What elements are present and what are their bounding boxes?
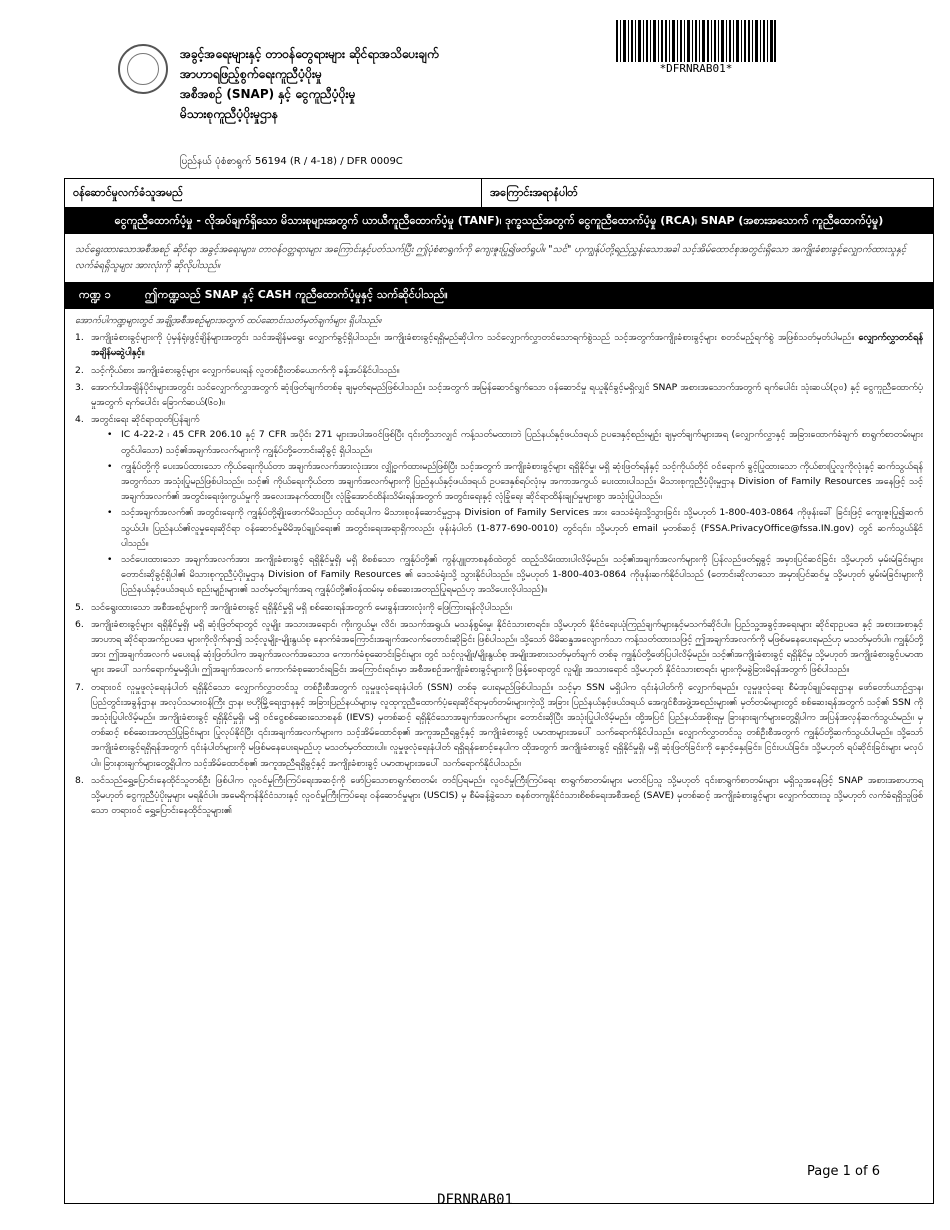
form-number: ပြည်နယ် ပုံစံစာရွက် 56194 (R / 4-18) / DFR 0009C [180, 156, 403, 167]
item-number: 6. [75, 618, 84, 630]
privacy-bullets [91, 427, 923, 597]
agency-line: အစီအစဉ် (SNAP) နှင့် ငွေကူညီပံ့ပိုးမှု [180, 87, 356, 101]
list-item [75, 363, 923, 378]
bullet-item [107, 427, 923, 457]
section-body [65, 309, 933, 819]
item-text: အကျိုးခံစားခွင့်များကို ပုံမှန်ရုံးဖွင့်ချိန်များအတွင်း သင်အချိန်မရွေး လျှောက်ခွင့်ရှိပါသည်။ အကျိုးခံစားခွင့်ရရှိမည်ဆိုပါက သင်လျှောက်လွှာတင်သောရက်စွဲသည် သင့်အတွက်အကျိုးခံစားခွင့်များ စတင်မည့်ရက်စွဲ အဖြစ်သတ်မှတ်ပါမည်။ [91, 332, 859, 344]
item-text: သင့်ကိုယ်စား အကျိုးခံစားခွင့်များ လျှောက်ပေးရန် လူတစ်ဦးတစ်ယောက်ကို ခန့်အပ်နိုင်ပါသည်။ [91, 364, 400, 376]
list-item [75, 330, 923, 360]
lead-text: အောက်ပါကဏ္ဍများတွင် အချို့အစီအစဉ်များအတွက် ထပ်ဆောင်းသတ်မှတ်ချက်များ ရှိပါသည်။ [75, 315, 382, 326]
item-text: အကျိုးခံစားခွင့်များ ရရှိနိုင်မှုရှိ၊ မရှိ ဆုံးဖြတ်ရာတွင် လူမျိုး အသားအရောင်၊ ကိုးကွယ်မှု၊ လိင်၊ အသက်အရွယ်၊ မသန်စွမ်းမှု၊ နိုင်ငံသားစာရင်း၊ သို့မဟုတ် နိုင်ငံရေးယုံကြည်ချက်များနှင့်မသက်ဆိုင်ပါ။ ပြည်သူ့အခွင့်အရေးများ ဆိုင်ရာဥပဒေ နှင့် အစားအစာနှင့်အာဟာရ ဆိုင်ရာအက်ဥပဒေ များကိုလိုက်နာ၍ သင့်လူမျိုး-မျိုးနွယ်စု နောက်ခံအကြောင်းအချက်အလက်တောင်းဆိုခြင်း ဖြစ်ပါသည်။ သို့သော် မိမိဆန္ဒအလျောက်သာ ကန့်သတ်ထားသဖြင့် ဤအချက်အလက်ကို မဖြစ်မနေပေးရမည်ဟု မသတ်မှတ်ပါ။ ကျွန်ုပ်တို့အား ဤအချက်အလက် မပေးရန် ဆုံးဖြတ်ပါက အချက်အလက်အသောဒ ကောက်ခံစုဆောင်းခြင်းများ တွင် သင့်လူမျိုး/မျိုးနွယ်စု အမျိုးအစားသတ်မှတ်ချက် တစ်ခု ကျွန်ုပ်တို့ဖော်ပြပါလိမ့်မည်။ သင့်၏အကျိုးခံစားခွင့် ရရှိနိုင်မှု သို့မဟုတ် အကျိုးခံစားခွင့်ပမာဏများ အပေါ် သက်ရောက်မှုမရှိပါ။ ဤအချက်အလက် ကောက်ခံစုဆောင်းရခြင်း အကြောင်းရင်းမှာ အစီအစဉ်အကျိုးခံစားခွင့်များကို ဖြန့်ဝေရာတွင် လူမျိုး အသားရောင် သို့မဟုတ် နိုင်ငံသားစာရင်း များကိုမခွဲခြားမိရန်အတွက် ဖြစ်ပါသည်။ [91, 618, 924, 676]
section-header [65, 283, 933, 309]
bullet-item [107, 459, 923, 505]
footer-code: DFRNRAB01 [437, 1192, 513, 1208]
agency-line: အာဟာရဖြည့်စွက်ရေးကူညီပံ့ပိုးမှု [180, 67, 322, 81]
page-number: Page 1 of 6 [807, 1164, 880, 1179]
item-number: 3. [75, 381, 84, 393]
agency-header [180, 44, 439, 124]
section-title: ဤကဏ္ဍသည် SNAP နှင့် CASH ကူညီထောက်ပံ့မှုနှင့် သက်ဆိုင်ပါသည်။ [145, 288, 448, 301]
identity-row [65, 179, 933, 208]
item-text: တရားဝင် လူမှုဖူလုံရေးနံပါတ် ရရှိနိုင်သော လျှောက်လွှာတင်သူ တစ်ဦးစီအတွက် လူမှုဖူလုံရေးနံပါတ် (SSN) တစ်ခု ပေးရမည်ဖြစ်ပါသည်။ သင့်မှာ SSN မရှိပါက ၎င်းနံပါတ်ကို လျှောက်ရမည်။ လူမှုဖူလုံရေး စီမံအုပ်ချုပ်ရေးဌာန၊ ဖော်တော်ယာဉ်ဌာန၊ ပြည်တွင်းအခွန်ဌာန၊ အလုပ်သမားဝန်ကြီး ဌာန၊ ဗဟိုမြို့ရေးဌာနနှင့် အခြားပြည်နယ်များမှ လူထုကူညီထောက်ပံ့ရေးဆိုင်ရာမှတ်တမ်းများကဲ့သို့ အခြား ပြည်နယ်နှင့်ဖယ်ဒရယ် အေဂျင်စီအဖွဲ့အစည်းများ၏ မှတ်တမ်းများတွင် စစ်ဆေးရန်အတွက် သင့်၏ SSN ကို အသုံးပြုပါလိမ့်မည်။ အကျိုးခံစားခွင့် ရရှိနိုင်မှုရှိ၊ မရှိ ဝင်ငွေစစ်ဆေးသောစနစ် (IEVS) မှတစ်ဆင့် ရရှိနိုင်သောအချက်အလက်များ တောင်းဆိုပြီး အသုံးပြုပါလိမ့်မည်။ ထို့အပြင် ပြည်နယ်အစိုးရမှ ခြားနားချက်များတွေ့ရှိပါက အပြန်အလှန်ဆက်သွယ်မည်။ မှတစ်ဆင့် စစ်ဆေးအတည်ပြုခြင်းများ ပြုလုပ်နိုင်ပြီး ၎င်းအချက်အလက်များက သင့်အိမ်ထောင်စု၏ အကူအညီရခွင့်နှင့် အကျိုးခံစားခွင့် ပမာဏများအပေါ် သက်ရောက်နိုင်ပါသည်။ လျှောက်လွှာတင်သူ တစ်ဦးစီအတွက် ကျွန်ုပ်တို့ဆက်သွယ်ပါမည်။ သို့သော် အကျိုးခံစားခွင့်ရရှိရန်အတွက် ၎င်းနံပါတ်များကို မဖြစ်မနေပေးရမည်ဟု မသတ်မှတ်ထားပါ။ လူမှုဖူလုံရေးနံပါတ် ရရှိရန်စောင့်နေပါက ထိုအတွက် အကျိုးခံစားခွင့် ရရှိနိုင်မှုရှိ၊ မရှိ ဆုံးဖြတ်ခြင်းကို နှောင့်နှေးခြင်း၊ ငြင်းပယ်ခြင်း၊ သို့မဟုတ် ရပ်ဆိုင်းခြင်းများ မလုပ်ပါ။ ခြားနားချက်များတွေ့ရှိပါက သင့်အိမ်ထောင်စု၏ အကူအညီရရှိခွင့်နှင့် အကျိုးခံစားခွင့် ပမာဏများအပေါ် သက်ရောက်နိုင်ပါသည်။ [91, 681, 923, 769]
applicant-name-field[interactable]: ဝန်ဆောင်မှုလက်ခံသူအမည် [65, 179, 482, 207]
item-number: 5. [75, 601, 84, 613]
intro-text: သင်ရွေးထားသောအစီအစဉ် ဆိုင်ရာ အခွင့်အရေးများ၊ တာဝန်ဝတ္တရားများ အကြောင်းနှင့်ပတ်သက်ပြီး ဤပုံစံစာရွက်ကို ကျေးဇူးပြု၍ဖတ်ရှုပါ။ "သင်" ဟုကျွန်ုပ်တို့ရည်ညွှန်းသောအခါ သင့်အိမ်ထောင်စုအတွင်းရှိသော အကျိုးခံစားခွင့်လျှောက်ထားသူနှင့် လက်ခံရရှိသူများ အားလုံးကို ဆိုလိုပါသည်။ [65, 234, 933, 283]
bullet-icon: • [107, 507, 113, 519]
agency-line: မိသားစုကူညီပံ့ပိုးမှုဌာန [180, 107, 278, 121]
bullet-icon: • [107, 460, 113, 472]
agency-line: အခွင့်အရေးများနှင့် တာဝန်တွေရားများ ဆိုင်ရာအသိပေးချက် [180, 47, 439, 61]
item-text: အတွင်းရေး ဆိုင်ရာထုတ်ပြန်ချက် [91, 414, 200, 426]
bullet-item [107, 552, 923, 598]
barcode-icon [616, 20, 776, 62]
item-number: 2. [75, 364, 84, 376]
case-number-field[interactable]: အကြောင်းအရာနံပါတ် [490, 186, 578, 199]
section-number: ကဏ္ဍ ၁ [79, 288, 111, 301]
barcode-text: *DFRNRAB01* [659, 62, 733, 75]
form-frame [64, 178, 934, 1204]
item-number: 8. [75, 774, 84, 786]
bullet-text: IC 4-22-2 ၊ 45 CFR 206.10 နှင့် 7 CFR အပိုင်း 271 များအပါအဝင်ဖြစ်ပြီး ၎င်းတို့သာလျှင် ကန့်သတ်မထားဘဲ ပြည်နယ်နှင့်ဖယ်ဒရယ် ဥပဒေနှင့်စည်းမျဉ်း ချမှတ်ချက်များအရ (လျှောက်လွှာနှင့် အခြားထောက်ခံချက် စာရွက်စာတမ်းများ တွင်ပါသော) သင့်၏အချက်အလက်များကို ကျွန်ုပ်တို့တောင်းဆိုခွင့် ရှိပါသည်။ [121, 429, 923, 456]
bullet-icon: • [107, 554, 113, 566]
bullet-item [107, 505, 923, 551]
item-number: 4. [75, 414, 84, 426]
list-item [75, 617, 923, 678]
rights-list [75, 330, 923, 818]
bullet-icon: • [107, 429, 113, 441]
list-item [75, 773, 923, 819]
item-text: သင်ရွေးထားသော အစီအစဉ်များကို အကျိုးခံစားခွင့် ရရှိနိုင်မှုရှိ မရှိ စစ်ဆေးရန်အတွက် မေးခွန်းအားလုံးကို ဖြေကြားရန်လိုပါသည်။ [91, 601, 512, 613]
item-text: သင်သည်ရွှေ့ပြောင်းနေထိုင်သူတစ်ဦး ဖြစ်ပါက လူဝင်မှုကြီးကြပ်ရေးအဆင့်ကို ဖော်ပြသောစာရွက်စာတမ်း တင်ပြရမည်။ လူဝင်မှုကြီးကြပ်ရေး စာရွက်စာတမ်းများ မတင်ပြသူ သို့မဟုတ် ၎င်းစာရွက်စာတမ်းများ မရှိသူအနေဖြင့် SNAP အစားအစာဟာရ သို့မဟုတ် ငွေကူညီပံ့ပိုးမှုများ မရနိုင်ပါ။ အမေရိကန်နိုင်ငံသားနှင့် လူဝင်မှုကြီးကြပ်ရေး ဝန်ဆောင်မှုများ (USCIS) မှ စီမံခန့်ခွဲသော စနစ်တကျနိုင်ငံသားစိစစ်ရေးအစီအစဉ် (SAVE) မှတစ်ဆင့် အကျိုးခံစားခွင့်များ လျှောက်ထားသူ သို့မဟုတ် လက်ခံရရှိသူဖြစ်သော တရားဝင် ရွှေ့ပြောင်းနေထိုင်သူများ၏ [91, 774, 923, 817]
programs-banner: ငွေကူညီထောက်ပံ့မှု - လိုအပ်ချက်ရှိသော မိသားစုများအတွက် ယာယီကူညီထောက်ပံ့မှု (TANF)၊ ဒုက္ခသည်အတွက် ငွေကူညီထောက်ပံ့မှု (RCA)၊ SNAP (အစားအသောက် ကူညီထောက်ပံ့မှု) [65, 208, 933, 234]
item-text: အောက်ပါအချိန်ပိုင်းများအတွင်း သင်လျှောက်လွှာအတွက် ဆုံးဖြတ်ချက်တစ်ခု ချမှတ်ရမည်ဖြစ်ပါသည်။ သင့်အတွက် အမြန်ဆောင်ရွက်သော ဝန်ဆောင်မှု ရယူနိုင်ခွင့်မရှိလျှင် SNAP အစားအသောက်အတွက် ရက်ပေါင်း သုံးဆယ်(၃၀) နှင့် ငွေကူညီထောက်ပံ့မှုအတွက် ရက်ပေါင်း ခြောက်ဆယ်(၆၀)။ [91, 381, 923, 409]
item-bold-text: လျှောက်လွှာတင်ရန် အချိန်မဆွဲပါနှင့်။ [91, 332, 923, 359]
list-item [75, 380, 923, 410]
bullet-text: သင့်အချက်အလက်၏ အတွင်းရေးကို ကျွန်ုပ်တို့ချိုးဖောက်မိသည်ဟု ထင်ရပါက မိသားစုဝန်ဆောင်မှုဌာန Division of Family Services အား ဒေသခံရုံးသို့သွားခြင်း သို့မဟုတ် 1-800-403-0864 ကိုဖုန်းခေါ် ခြင်းဖြင့် ကျေးဇူးပြု၍ဆက်သွယ်ပါ။ ပြည်နယ်၏လူမှုရေးဆိုင်ရာ ဝန်ဆောင်မှုမိမိအုပ်ချုပ်ရေး၏ အတွင်းရေးအရာရှိကလည်း ဖုန်းနံပါတ် (1-877-690-0010) တွင်၎င်း၊ သို့မဟုတ် email မှတစ်ဆင့် (FSSA.PrivacyOffice@fssa.IN.gov) တွင် ဆက်သွယ်နိုင်ပါသည်။ [121, 507, 923, 549]
bullet-text: ကျွန်ုပ်တို့ကို ပေးအပ်ထားသော ကိုယ်ရေးကိုယ်တာ အချက်အလက်အားလုံးအား လျှို့ဝှက်ထားမည်ဖြစ်ပြီး သင့်အတွက် အကျိုးခံစားခွင့်များ ရရှိနိုင်မှု၊ မရှိ ဆုံးဖြတ်ရန်နှင့် သင့်ကိုယ်တိုင် ဝင်ရောက် ခွင့်ပြုထားသော ကိုယ်စားပြုလူကိုလုံးနှင့် ဆက်သွယ်ရန် အတွက်သာ အသုံးပြုမည်ဖြစ်ပါသည်။ သင့်၏ ကိုယ်ရေးကိုယ်တာ အချက်အလက်များကို ပြည်နယ်နှင့်ဖယ်ဒရယ် ဥပဒေနှစ်ရပ်လုံးမှ အကာအကွယ် ပေးထားပါသည်။ မိသားစုကူညီပံ့ပိုးမှုဌာန Division of Family Resources အနေဖြင့် သင့်အချက်အလက်၏ အတွင်းရေးဖုံးကွယ်မှုကို အလေးအနက်ထားပြီး လုံခြုံအောင်ထိန်းသိမ်းရန်အတွက် အတွင်းရေးနှင့် လုံခြုံရေး ဆိုင်ရာထိန်းချုပ်မှုများစွာ အသုံးပြုပါသည်။ [121, 460, 923, 503]
state-seal-icon [118, 44, 168, 94]
bullet-text: သင်ပေးထားသော အချက်အလက်အား အကျိုးခံစားခွင့် ရရှိနိုင်မှုရှိ၊ မရှိ စိစစ်သော ကျွန်ုပ်တို့၏ ကွန်ပျူတာစနစ်ထဲတွင် ထည့်သိမ်းထားပါလိမ့်မည်။ သင့်၏အချက်အလက်များကို ပြန်လည်ဖတ်ရှုခွင့် အမှားပြင်ဆင်ခြင်း သို့မဟုတ် မှမ်းမံခြင်းများ တောင်းဆိုခွင့်ရှိပါ၏ မိသားစုကူညီပံ့ပိုးမှုဌာန Division of Family Resources ၏ ဒေသခံရုံးသို့ သွားနိုင်ပါသည်။ သို့မဟုတ် 1-800-403-0864 ကိုဖုန်းဆက်နိုင်ပါသည် (တောင်းဆိုလာသော အမှားပြင်ဆင်မှု သို့မဟုတ် မွမ်းမံခြင်းများကို ပြည်နယ်နှင့်ဖယ်ဒရယ် စည်းမျဉ်းများ၏ သတ်မှတ်ချက်အရ ကျွန်ုပ်တို့၏ဝန်ထမ်းမှ စစ်ဆေးအတည်ပြုရမည်ဟု အသိပေးလိုပါသည်)။ [121, 554, 923, 596]
item-number: 7. [75, 681, 84, 693]
list-item [75, 600, 923, 615]
list-item [75, 680, 923, 771]
list-item [75, 412, 923, 597]
item-number: 1. [75, 332, 84, 344]
